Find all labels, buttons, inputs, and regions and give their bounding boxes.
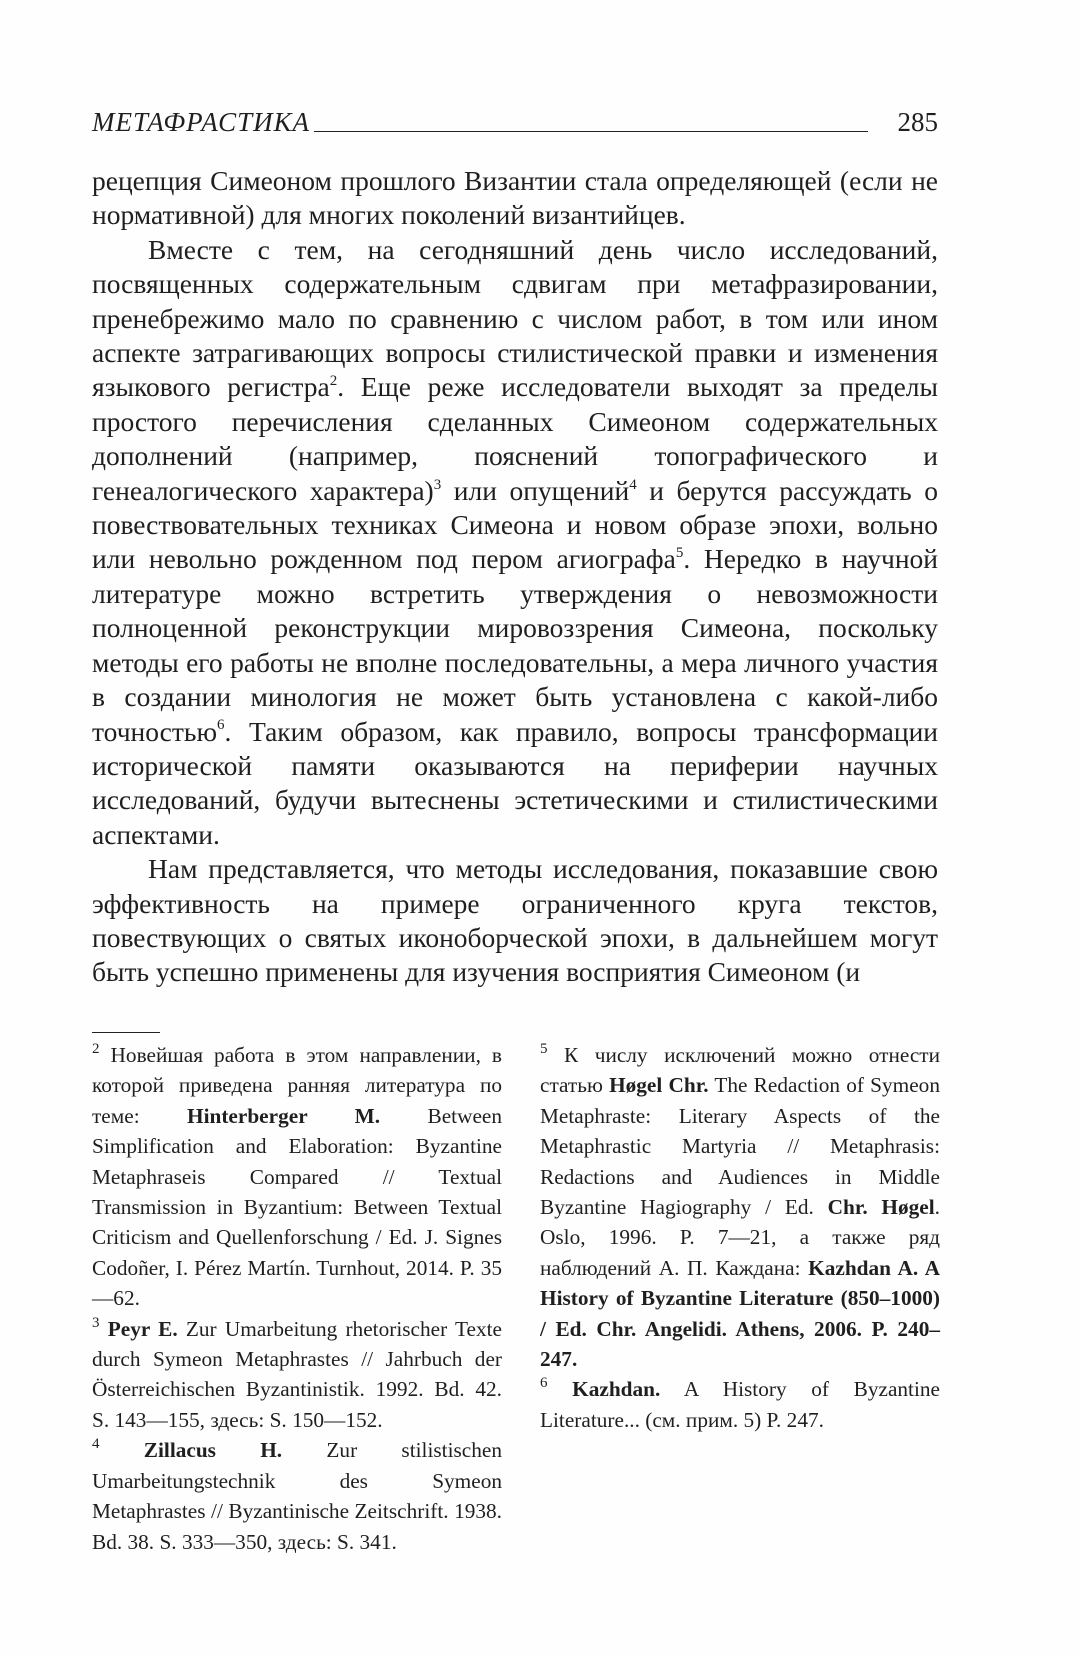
running-header — [92, 104, 938, 140]
header-rule — [312, 131, 868, 132]
paragraph-1: рецепция Симеоном прошлого Византии стала определяющей (если не нормативной) для многих поколений византийцев. — [92, 165, 938, 231]
footnote-ref-5[interactable]: 5 — [675, 545, 684, 562]
page-number: 285 — [897, 107, 938, 137]
footnote-ref-6[interactable]: 6 — [217, 717, 225, 734]
footnote-3: $^3$ Peyr E. Zur Umarbeitung rhetorischer Texte durch Symeon Metaphrastes // Jahrbuch der Österreichischen Byzantinistik. 1992. Bd. 42. S. 143—155, здесь: S. 150—152. — [92, 1314, 503, 1432]
footnotes-left-column — [92, 1040, 502, 1557]
paragraph-2: Вместе с тем, на сегодняшний день число исследований, посвященных содержательным сдвигам при метафразировании, пренебрежимо мало по сравнению с числом работ, в том или ином аспекте затрагивающих вопросы стилистической правки и изменения языкового регистра$^2$. Еще реже исследователи выходят за пределы простого перечисления сделанных Симеоном содержательных дополнений (например, пояснений топографического и генеалогического характера)$^3$ или опущений$^4$ и берутся рассуждать о повествовательных техниках Симеона и новом образе эпохи, вольно или невольно рожденном под пером агиографа$^5$. Нередко в научной литературе можно встретить утверждения о невозможности полноценной реконструкции мировоззрения Симеона, поскольку методы его работы не вполне последовательны, а мера личного участия в создании минология не может быть установлена с какой-либо точностью$^6$. Таким образом, как правило, вопросы трансформации исторической памяти оказываются на периферии научных исследований, будучи вытеснены эстетическими и стилистическими аспектами. — [92, 233, 939, 850]
main-text — [92, 164, 938, 990]
footnote-6: $^6$ Kazhdan. A History of Byzantine Literature... (см. прим. 5) P. 247. — [540, 1375, 940, 1432]
footnote-2: $^2$ Новейшая работа в этом направлении, в которой приведена ранняя литература по теме: Hinterberger M. Between Simplification and Elaboration: Byzantine Metaphraseis Compared // Textual Transmission in Byzantium: Between Textual Criticism and Quellenforschung / Ed. J. Signes Codoñer, I. Pérez Martín. Turnhout, 2014. P. 35—62. — [92, 1040, 502, 1311]
footnotes-right-column — [540, 1040, 940, 1435]
running-title: МЕТАФРАСТИКА — [92, 104, 314, 140]
footnote-ref-4[interactable]: 4 — [629, 476, 637, 493]
footnote-ref-2[interactable]: 2 — [329, 373, 338, 390]
footnote-ref-3[interactable]: 3 — [433, 476, 442, 493]
footnote-5: $^5$ К числу исключений можно отнести статью Høgel Chr. The Redaction of Symeon Metaphraste: Literary Aspects of the Metaphrastic Martyria // Metaphrasis: Redactions and Audiences in Middle Byzantine Hagiography / Ed. Chr. Høgel. Oslo, 1996. P. 7—21, а также ряд наблюдений А. П. Каждана: Kazhdan A. A History of Byzantine Literature (850–1000) / Ed. Chr. Angelidi. Athens, 2006. P. 240–247. — [540, 1040, 940, 1372]
footnote-4: $^4$ Zillacus H. Zur stilistischen Umarbeitungstechnik des Symeon Metaphrastes // Byzantinische Zeitschrift. 1938. Bd. 38. S. 333—350, здесь: S. 341. — [92, 1436, 503, 1554]
footnote-separator — [92, 1032, 160, 1033]
paragraph-3: Нам представляется, что методы исследования, показавшие свою эффективность на примере ограниченного круга текстов, повествующих о святых иконоборческой эпохи, в дальнейшем могут быть успешно применены для изучения восприятия Симеоном (и — [92, 853, 938, 988]
